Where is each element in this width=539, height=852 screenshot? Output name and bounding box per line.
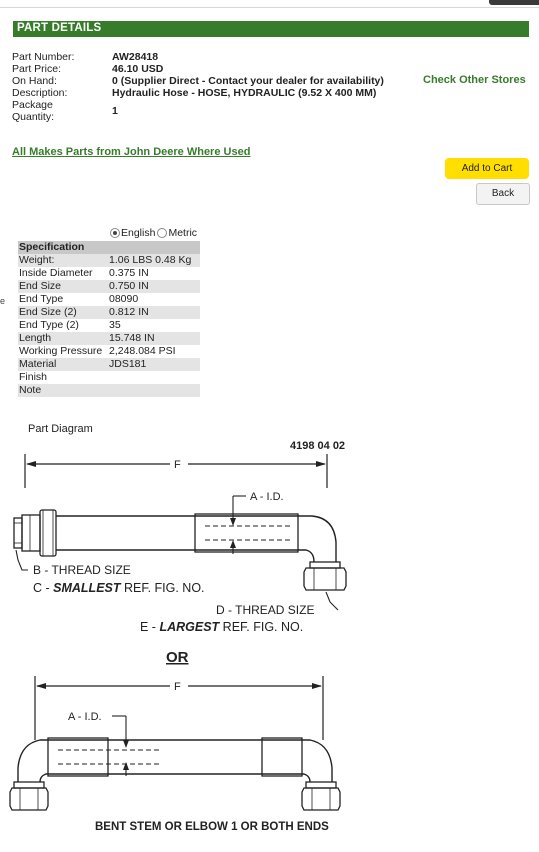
top-divider (0, 7, 539, 8)
spec-row (18, 384, 200, 397)
spec-value (108, 384, 200, 397)
top-corner-button[interactable] (489, 0, 539, 5)
on-hand-value: 0 (Supplier Direct - Contact your dealer for availability) (112, 75, 384, 87)
spec-value: 0.812 IN (108, 306, 200, 319)
specification-table (18, 241, 200, 397)
largest-ref-label: E - LARGEST REF. FIG. NO. (140, 620, 304, 634)
dimension-f-label: F (174, 459, 181, 471)
spec-row (18, 345, 200, 358)
hose-part-diagram (0, 430, 539, 850)
spec-header: Specification (18, 241, 200, 254)
spec-row (18, 371, 200, 384)
bottom-hose-figure (10, 676, 340, 810)
part-number-value: AW28418 (112, 51, 159, 63)
spec-label: Weight: (18, 254, 108, 267)
where-used-link[interactable]: All Makes Parts from John Deere Where Used (12, 146, 251, 158)
spec-label: Length (18, 332, 108, 345)
spec-label: End Type (2) (18, 319, 108, 332)
spec-value (108, 371, 200, 384)
spec-row (18, 267, 200, 280)
check-other-stores-link[interactable]: Check Other Stores (423, 74, 526, 86)
english-radio[interactable] (110, 228, 120, 238)
spec-row (18, 332, 200, 345)
side-text-fragment: e (0, 296, 6, 306)
inside-diameter-label: A - I.D. (250, 491, 284, 503)
spec-row (18, 280, 200, 293)
spec-label: Note (18, 384, 108, 397)
metric-label[interactable]: Metric (168, 227, 198, 239)
spec-row (18, 254, 200, 267)
back-button[interactable]: Back (476, 183, 530, 205)
part-number-label: Part Number: (12, 51, 75, 63)
on-hand-label: On Hand: (12, 75, 57, 87)
spec-value: 1.06 LBS 0.48 Kg (108, 254, 200, 267)
add-to-cart-button[interactable]: Add to Cart (445, 158, 529, 179)
top-hose-figure (14, 454, 346, 634)
inside-diameter-label-2: A - I.D. (68, 711, 102, 723)
spec-row (18, 358, 200, 371)
description-value: Hydraulic Hose - HOSE, HYDRAULIC (9.52 X 400 MM) (112, 87, 377, 99)
part-details-header (13, 21, 529, 37)
spec-row (18, 293, 200, 306)
diagram-caption: BENT STEM OR ELBOW 1 OR BOTH ENDS (95, 821, 329, 833)
spec-value: 2,248.084 PSI (108, 345, 200, 358)
spec-label: End Type (18, 293, 108, 306)
description-label: Description: (12, 87, 68, 99)
package-label-line1: Package (12, 99, 53, 111)
spec-label: Working Pressure (18, 345, 108, 358)
thread-size-d-label: D - THREAD SIZE (216, 603, 315, 617)
spec-label: End Size (2) (18, 306, 108, 319)
part-diagram-title: Part Diagram (28, 423, 93, 435)
metric-radio[interactable] (157, 228, 167, 238)
spec-value: 35 (108, 319, 200, 332)
smallest-ref-label: C - SMALLEST REF. FIG. NO. (33, 581, 205, 595)
thread-size-b-label: B - THREAD SIZE (33, 563, 131, 577)
spec-row (18, 306, 200, 319)
spec-value: 0.750 IN (108, 280, 200, 293)
spec-label: End Size (18, 280, 108, 293)
spec-header-row (18, 241, 200, 254)
spec-row (18, 319, 200, 332)
dimension-f-label-2: F (174, 681, 181, 693)
package-label-line2: Quantity: (12, 111, 55, 123)
spec-label: Inside Diameter (18, 267, 108, 280)
english-label[interactable]: English (121, 227, 156, 239)
part-price-label: Part Price: (12, 63, 62, 75)
package-quantity-value: 1 (112, 105, 118, 117)
part-price-value: 46.10 USD (112, 63, 164, 75)
spec-value: 08090 (108, 293, 200, 306)
spec-value: 15.748 IN (108, 332, 200, 345)
spec-label: Material (18, 358, 108, 371)
or-label: OR (166, 649, 189, 666)
spec-value: 0.375 IN (108, 267, 200, 280)
figure-number: 4198 04 02 (290, 440, 346, 452)
unit-selector (110, 227, 197, 239)
header-title: PART DETAILS (17, 22, 102, 34)
spec-value: JDS181 (108, 358, 200, 371)
spec-label: Finish (18, 371, 108, 384)
